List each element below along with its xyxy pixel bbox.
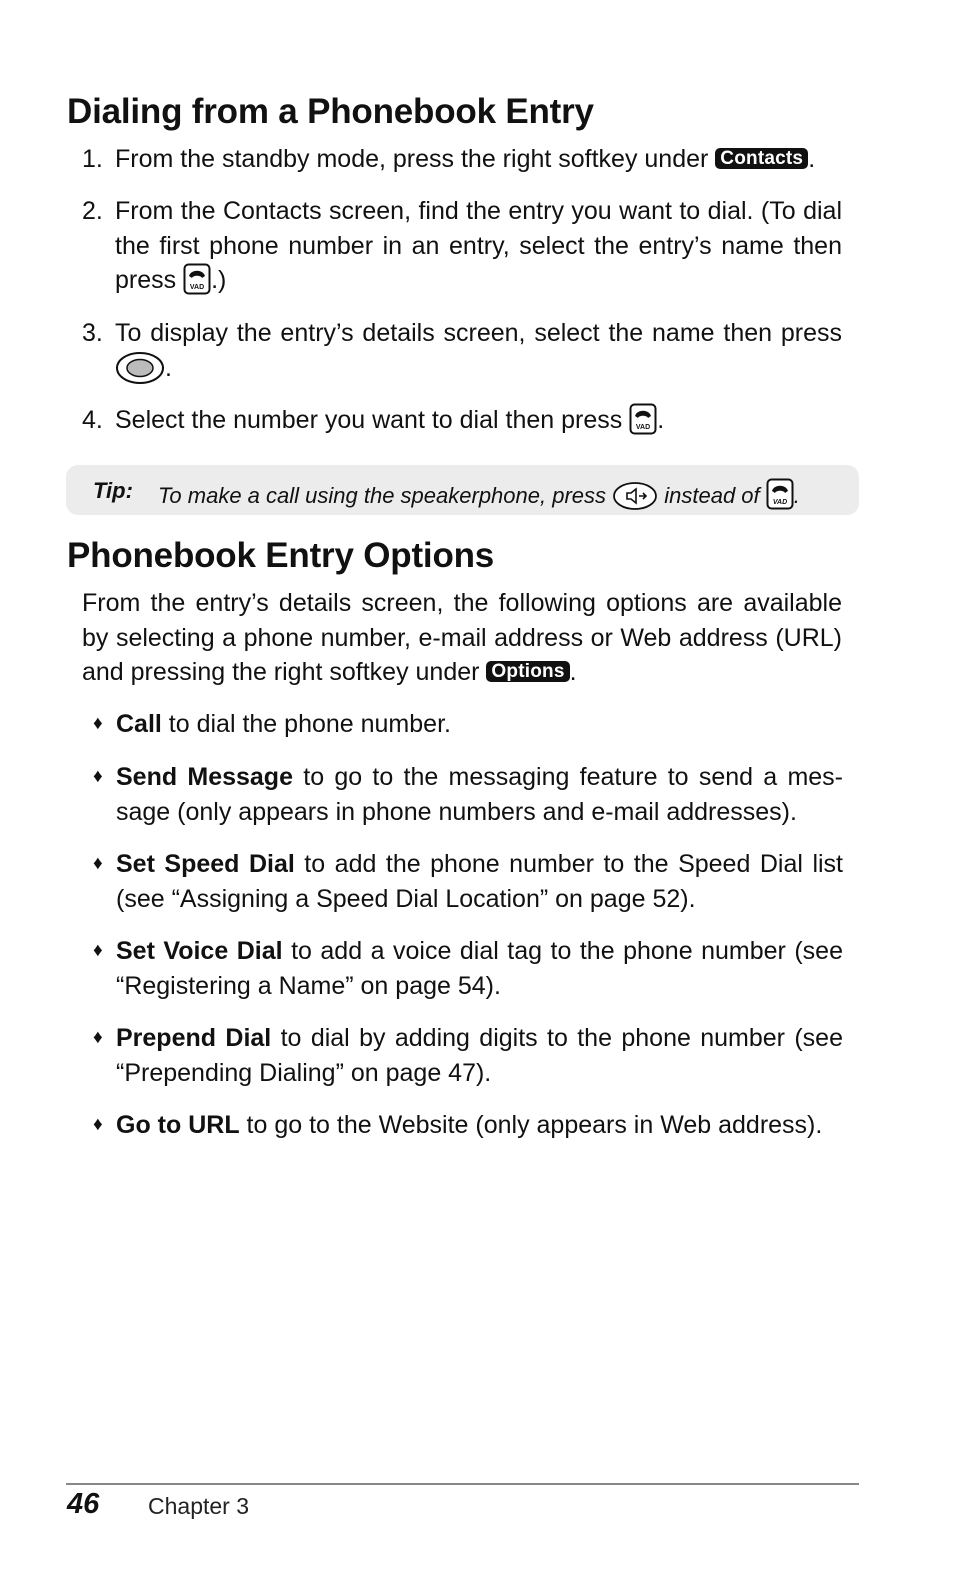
- option-description: to add the phone number to the Speed Dial list (see “Assigning a Speed Dial Location” on page 52).: [116, 850, 843, 913]
- step-text-part: Select the number you want to dial then press: [115, 406, 630, 434]
- footer-divider: [66, 1483, 859, 1485]
- center-navigation-key-icon: [115, 351, 165, 385]
- step-text-part: From the Contacts screen, find the entry you want to dial. (To dial the first phone number in an entry, select the entry’s name then press: [115, 197, 842, 294]
- step-2: [82, 194, 842, 298]
- options-intro: [82, 586, 842, 690]
- options-softkey-label: Options: [486, 661, 569, 682]
- diamond-bullet-icon: ♦: [93, 1114, 103, 1135]
- option-term: Send Message: [116, 763, 293, 791]
- option-term: Set Speed Dial: [116, 850, 295, 878]
- section-title-dialing: Dialing from a Phonebook Entry: [67, 92, 594, 131]
- step-text: [115, 316, 842, 385]
- send-key-label: VAD: [636, 424, 651, 431]
- step-text-part: .: [808, 145, 816, 173]
- diamond-bullet-icon: ♦: [93, 1027, 103, 1048]
- step-text: [115, 142, 842, 177]
- tip-text-part: instead of: [658, 483, 766, 508]
- option-description: to go to the Website (only appears in Web address).: [239, 1111, 823, 1139]
- option-set-voice-dial: [93, 934, 843, 1003]
- option-call: [93, 707, 843, 742]
- tip-text: [158, 478, 800, 511]
- diamond-bullet-icon: ♦: [93, 940, 103, 961]
- step-number: 1.: [82, 145, 103, 173]
- option-description: to dial by adding digits to the phone number (see “Prepending Dialing” on page 47).: [116, 1024, 843, 1087]
- step-text: [115, 194, 842, 298]
- option-term: Call: [116, 710, 162, 738]
- option-text: [116, 1108, 843, 1143]
- option-term: Go to URL: [116, 1111, 240, 1139]
- option-term: Prepend Dial: [116, 1024, 272, 1052]
- option-text: [116, 1021, 843, 1090]
- diamond-bullet-icon: ♦: [93, 766, 103, 787]
- tip-text-part: To make a call using the speakerphone, press: [158, 483, 613, 508]
- option-description: to dial the phone number.: [161, 710, 451, 738]
- phone-send-key-icon: [629, 403, 657, 435]
- tip-label: Tip:: [93, 478, 133, 503]
- step-text-part: .): [211, 266, 227, 294]
- step-text-part: .: [165, 353, 172, 382]
- phone-send-key-icon: [766, 478, 794, 510]
- step-text-part: .: [657, 406, 665, 434]
- send-key-label: VAD: [189, 284, 205, 291]
- option-text: [116, 847, 843, 916]
- step-number: 4.: [82, 406, 103, 434]
- option-text: [116, 760, 843, 829]
- option-description: to add a voice dial tag to the phone number (see “Registering a Name” on page 54).: [116, 937, 843, 1000]
- diamond-bullet-icon: ♦: [93, 713, 103, 734]
- speakerphone-key-icon: [612, 481, 658, 511]
- step-text: [115, 403, 842, 438]
- section-title-options: Phonebook Entry Options: [67, 536, 495, 575]
- option-go-to-url: [93, 1108, 843, 1143]
- option-term: Set Voice Dial: [116, 937, 283, 965]
- option-description: to go to the messaging feature to send a mes-sage (only appears in phone numbers and e-mail addresses).: [116, 763, 844, 826]
- intro-text-part: From the entry’s details screen, the following options are available by selecting a phone number, e-mail address or Web address (URL) and pressing the right softkey under: [82, 589, 842, 686]
- tip-text-part: .: [793, 483, 800, 508]
- send-key-label: VAD: [772, 499, 787, 506]
- step-text-part: From the standby mode, press the right softkey under: [115, 145, 716, 173]
- step-number: 2.: [82, 197, 103, 225]
- step-1: [82, 142, 842, 177]
- diamond-bullet-icon: ♦: [93, 853, 103, 874]
- phone-send-key-icon: [183, 263, 211, 295]
- intro-text-part: .: [569, 658, 577, 686]
- option-text: [116, 707, 843, 742]
- chapter-label: Chapter 3: [148, 1493, 250, 1519]
- contacts-softkey-label: Contacts: [715, 148, 808, 169]
- step-3: [82, 316, 842, 385]
- tip-box: [66, 465, 859, 515]
- option-text: [116, 934, 843, 1003]
- step-text-part: To display the entry’s details screen, select the name then press: [115, 319, 842, 347]
- option-prepend-dial: [93, 1021, 843, 1090]
- page-number: 46: [67, 1488, 100, 1520]
- step-4: [82, 403, 842, 438]
- option-send-message: [93, 760, 843, 829]
- step-number: 3.: [82, 319, 103, 347]
- option-set-speed-dial: [93, 847, 843, 916]
